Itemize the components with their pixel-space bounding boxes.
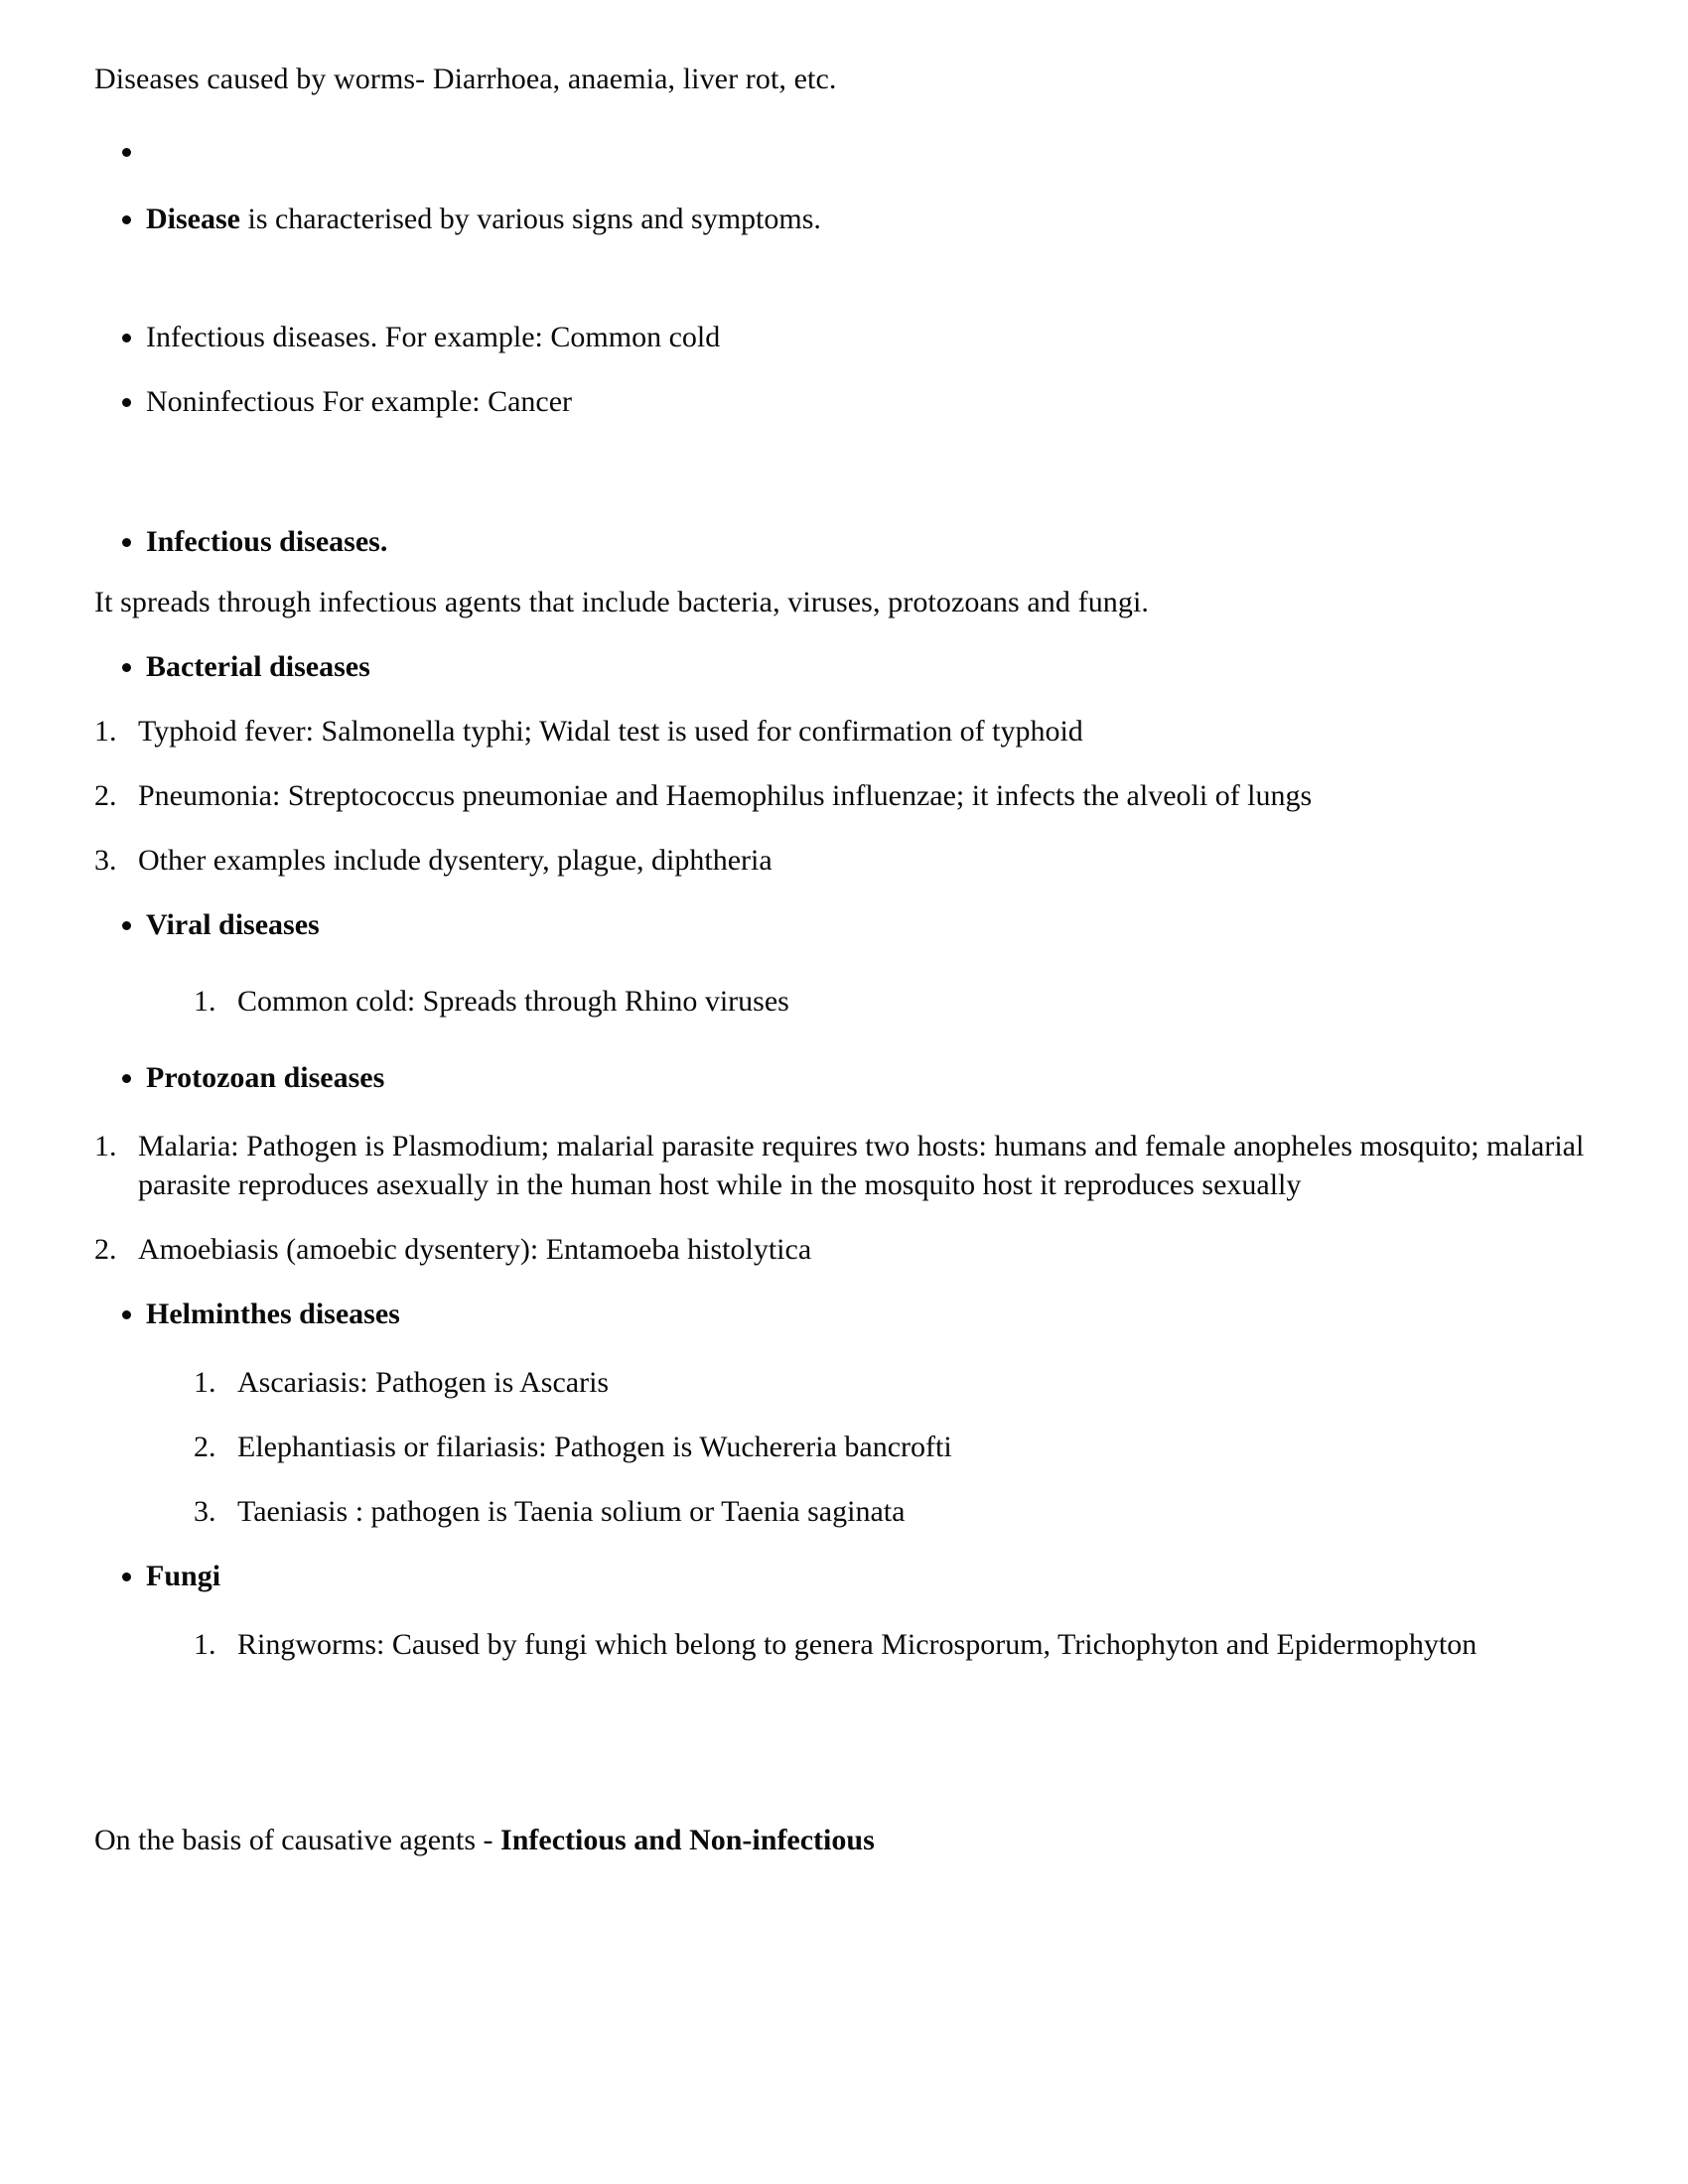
footer-bold-text: Infectious and Non-infectious — [500, 1824, 875, 1856]
item-text: Malaria: Pathogen is Plasmodium; malarial parasite requires two hosts: humans and female anopheles mosquito; malarial parasite reproduces asexually in the human host while in the mosquito host it reproduces sexually — [138, 1130, 1585, 1201]
bullet-dot-icon — [122, 1572, 131, 1581]
item-text: Common cold: Spreads through Rhino viruses — [237, 985, 789, 1018]
section-bacterial — [94, 647, 1628, 686]
bullet-dot-icon — [122, 663, 131, 672]
item-number: 1. — [194, 1628, 216, 1661]
bullet-dot-icon — [122, 1074, 131, 1083]
list-item-empty — [94, 132, 1628, 178]
list-item-text — [146, 203, 821, 235]
item-text: Elephantiasis or filariasis: Pathogen is Wuchereria bancrofti — [237, 1431, 952, 1463]
section-heading-bacterial-diseases — [94, 647, 1628, 686]
section-fungi — [94, 1557, 1628, 1595]
bullet-dot-icon — [122, 1310, 131, 1319]
numbered-item — [194, 1492, 1628, 1531]
heading-text: Infectious diseases. — [146, 525, 388, 558]
heading-text: Bacterial diseases — [146, 650, 370, 683]
section-viral — [94, 905, 1628, 944]
item-number: 3. — [94, 844, 117, 877]
footer-plain-text: On the basis of causative agents - — [94, 1824, 501, 1856]
footer-causative-agents — [94, 1821, 1628, 1859]
item-text: Ascariasis: Pathogen is Ascaris — [237, 1366, 610, 1399]
section-helminthes — [94, 1295, 1628, 1333]
item-number: 1. — [94, 1130, 117, 1162]
bullet-dot-icon — [122, 215, 131, 224]
numbered-item — [94, 712, 1628, 751]
infectious-paragraph: It spreads through infectious agents that include bacteria, viruses, protozoans and fungi. — [94, 586, 1150, 618]
numbered-item — [94, 841, 1628, 880]
bullet-dot-icon — [122, 398, 131, 407]
item-number: 2. — [194, 1431, 216, 1463]
numbered-item — [194, 1625, 1628, 1664]
item-text: Amoebiasis (amoebic dysentery): Entamoeba histolytica — [138, 1233, 812, 1266]
item-number: 3. — [194, 1495, 216, 1528]
list-item-noninfectious-example — [94, 382, 1628, 421]
heading-text: Viral diseases — [146, 908, 320, 941]
section-heading-protozoan-diseases — [94, 1058, 1628, 1097]
heading-text: Protozoan diseases — [146, 1061, 385, 1094]
item-text: Ringworms: Caused by fungi which belong to genera Microsporum, Trichophyton and Epidermophyton — [237, 1628, 1477, 1661]
numbered-item — [94, 1127, 1628, 1204]
bullet-dot-icon — [122, 538, 131, 547]
section-heading-fungi — [94, 1557, 1628, 1595]
item-text: Taeniasis : pathogen is Taenia solium or Taenia saginata — [237, 1495, 906, 1528]
numbered-item — [94, 1230, 1628, 1269]
numbered-item — [194, 1363, 1628, 1402]
item-number: 1. — [94, 715, 117, 748]
list-item-text: Noninfectious For example: Cancer — [146, 385, 573, 418]
section-protozoan — [94, 1058, 1628, 1097]
item-number: 1. — [194, 985, 216, 1018]
list-item-infectious-example — [94, 318, 1628, 356]
item-text: Typhoid fever: Salmonella typhi; Widal test is used for confirmation of typhoid — [138, 715, 1083, 748]
item-text: Pneumonia: Streptococcus pneumoniae and Haemophilus influenzae; it infects the alveoli of lungs — [138, 779, 1313, 812]
section-heading-viral-diseases — [94, 905, 1628, 944]
item-text: Other examples include dysentery, plague, diphtheria — [138, 844, 773, 877]
numbered-item — [94, 776, 1628, 815]
list-item-bold-lead: Disease — [146, 203, 240, 235]
numbered-item — [194, 1428, 1628, 1466]
intro-line: Diseases caused by worms- Diarrhoea, anaemia, liver rot, etc. — [94, 63, 837, 95]
bullet-dot-icon — [122, 921, 131, 930]
section-heading-helminthes-diseases — [94, 1295, 1628, 1333]
top-bullet-list — [94, 132, 1628, 561]
numbered-item — [194, 982, 1628, 1021]
heading-text: Helminthes diseases — [146, 1297, 400, 1330]
list-item-disease-definition — [94, 200, 1628, 238]
heading-infectious-diseases — [94, 522, 1628, 561]
item-number: 1. — [194, 1366, 216, 1399]
list-item-text: Infectious diseases. For example: Common cold — [146, 321, 721, 353]
item-number: 2. — [94, 1233, 117, 1266]
heading-text: Fungi — [146, 1560, 221, 1592]
bullet-dot-icon — [122, 334, 131, 342]
item-number: 2. — [94, 779, 117, 812]
list-item-rest: is characterised by various signs and symptoms. — [239, 203, 821, 235]
bullet-dot-icon — [122, 148, 131, 157]
